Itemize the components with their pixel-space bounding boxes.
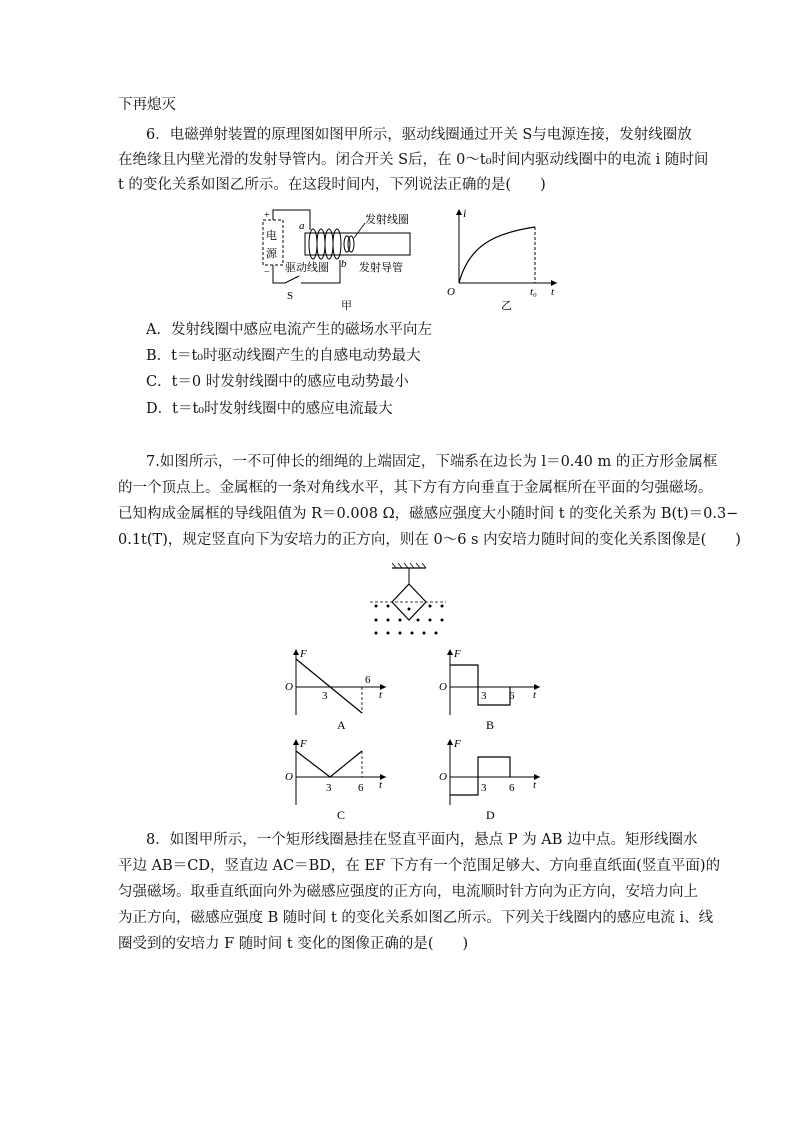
graph-a-line [296, 659, 362, 713]
graph-b-line [450, 665, 510, 705]
tick-3: 3 [326, 782, 332, 794]
axis-t: t [533, 689, 537, 701]
origin-o: O [285, 771, 293, 783]
q7-graph-d [436, 735, 546, 830]
graph-c-label: C [337, 808, 346, 822]
launch-tube [305, 233, 410, 255]
q6-figure-yi [445, 205, 565, 315]
q8-line-1: 8．如图甲所示，一个矩形线圈悬挂在竖直平面内，悬点 P 为 AB 边中点。矩形线圈水 [146, 832, 698, 848]
origin-o: O [439, 771, 447, 783]
tick-3: 3 [481, 690, 487, 702]
q7-line-2: 的一个顶点上。金属框的一条对角线水平，其下方有方向垂直于金属框所在平面的匀强磁场。 [118, 480, 713, 496]
tick-6: 6 [509, 782, 515, 794]
caption-yi: 乙 [501, 300, 512, 312]
label-a: a [299, 220, 305, 232]
q6-line-3: t 的变化关系如图乙所示。在这段时间内，下列说法正确的是( ) [118, 177, 546, 193]
graph-d-label: D [486, 808, 495, 822]
q7-graph-b [436, 645, 546, 740]
tick-t0: t₀ [530, 286, 537, 298]
q6-line-2: 在绝缘且内壁光滑的发射导管内。闭合开关 S后，在 0～t₀时间内驱动线圈中的电流 i 随时间 [118, 152, 709, 168]
q7-frame-figure [368, 562, 448, 642]
axis-f: F [454, 648, 461, 660]
axis-t: t [379, 689, 383, 701]
tick-6: 6 [358, 782, 364, 794]
graph-b-label: B [486, 718, 495, 732]
tick-6: 6 [509, 690, 515, 702]
launch-coil-label: 发射线圈 [365, 214, 409, 226]
origin-o: O [447, 286, 455, 298]
switch-label: S [287, 290, 294, 302]
axis-f: F [300, 738, 307, 750]
tick-6: 6 [365, 674, 371, 686]
q7-graph-c [282, 735, 392, 830]
plus-sign: + [264, 210, 270, 221]
origin-o: O [439, 681, 447, 693]
graph-c-line [296, 751, 362, 777]
q6-line-1: 6．电磁弹射装置的原理图如图甲所示，驱动线圈通过开关 S与电源连接，发射线圈放 [146, 127, 692, 143]
source-text-2: 源 [266, 248, 277, 260]
launch-coil [344, 236, 354, 252]
continued-text: 下再熄灭 [118, 97, 176, 113]
q7-line-4: 0.1t(T)，规定竖直向下为安培力的正方向，则在 0～6 s 内安培力随时间的变化关系图像是( ) [118, 532, 741, 548]
tick-3: 3 [322, 690, 328, 702]
q6-option-b: B．t＝t₀时驱动线圈产生的自感电动势最大 [146, 348, 421, 364]
minus-sign: − [264, 267, 270, 278]
q8-line-2: 平边 AB＝CD，竖直边 AC＝BD，在 EF 下方有一个范围足够大、方向垂直纸面(竖直平面)的 [118, 858, 721, 874]
q6-figure-jia [255, 205, 425, 315]
q6-option-a: A．发射线圈中感应电流产生的磁场水平向左 [146, 322, 432, 338]
q6-option-c: C．t＝0 时发射线圈中的感应电动势最小 [146, 374, 409, 390]
launch-tube-label: 发射导管 [359, 262, 403, 274]
drive-coil-label: 驱动线圈 [285, 262, 329, 274]
tick-3: 3 [481, 782, 487, 794]
q7-graph-a [282, 645, 392, 740]
q8-line-3: 匀强磁场。取垂直纸面向外为磁感应强度的正方向，电流顺时针方向为正方向，安培力向上 [118, 884, 698, 900]
q6-option-d: D．t＝t₀时发射线圈中的感应电流最大 [146, 401, 393, 417]
switch-s [285, 276, 299, 283]
axis-t: t [551, 286, 555, 298]
q8-line-5: 圈受到的安培力 F 随时间 t 变化的图像正确的是( ) [118, 936, 469, 952]
caption-jia: 甲 [341, 300, 352, 312]
current-curve [459, 227, 535, 283]
axis-i: i [463, 206, 467, 220]
q8-line-4: 为正方向，磁感应强度 B 随时间 t 的变化关系如图乙所示。下列关于线圈内的感应电流 i、线 [118, 910, 714, 926]
axis-f: F [300, 648, 307, 660]
q7-line-1: 7.如图所示，一不可伸长的细绳的上端固定，下端系在边长为 l＝0.40 m 的正方形金属框 [146, 454, 718, 470]
label-b: b [341, 258, 347, 270]
source-text-1: 电 [266, 230, 277, 242]
graph-d-line [450, 757, 510, 795]
axis-f: F [454, 738, 461, 750]
axis-t: t [533, 779, 537, 791]
graph-a-label: A [337, 718, 346, 732]
origin-o: O [285, 681, 293, 693]
axis-t: t [379, 779, 383, 791]
q7-line-3: 已知构成金属框的导线阻值为 R＝0.008 Ω，磁感应强度大小随时间 t 的变化关系为 B(t)＝0.3− [118, 506, 739, 522]
